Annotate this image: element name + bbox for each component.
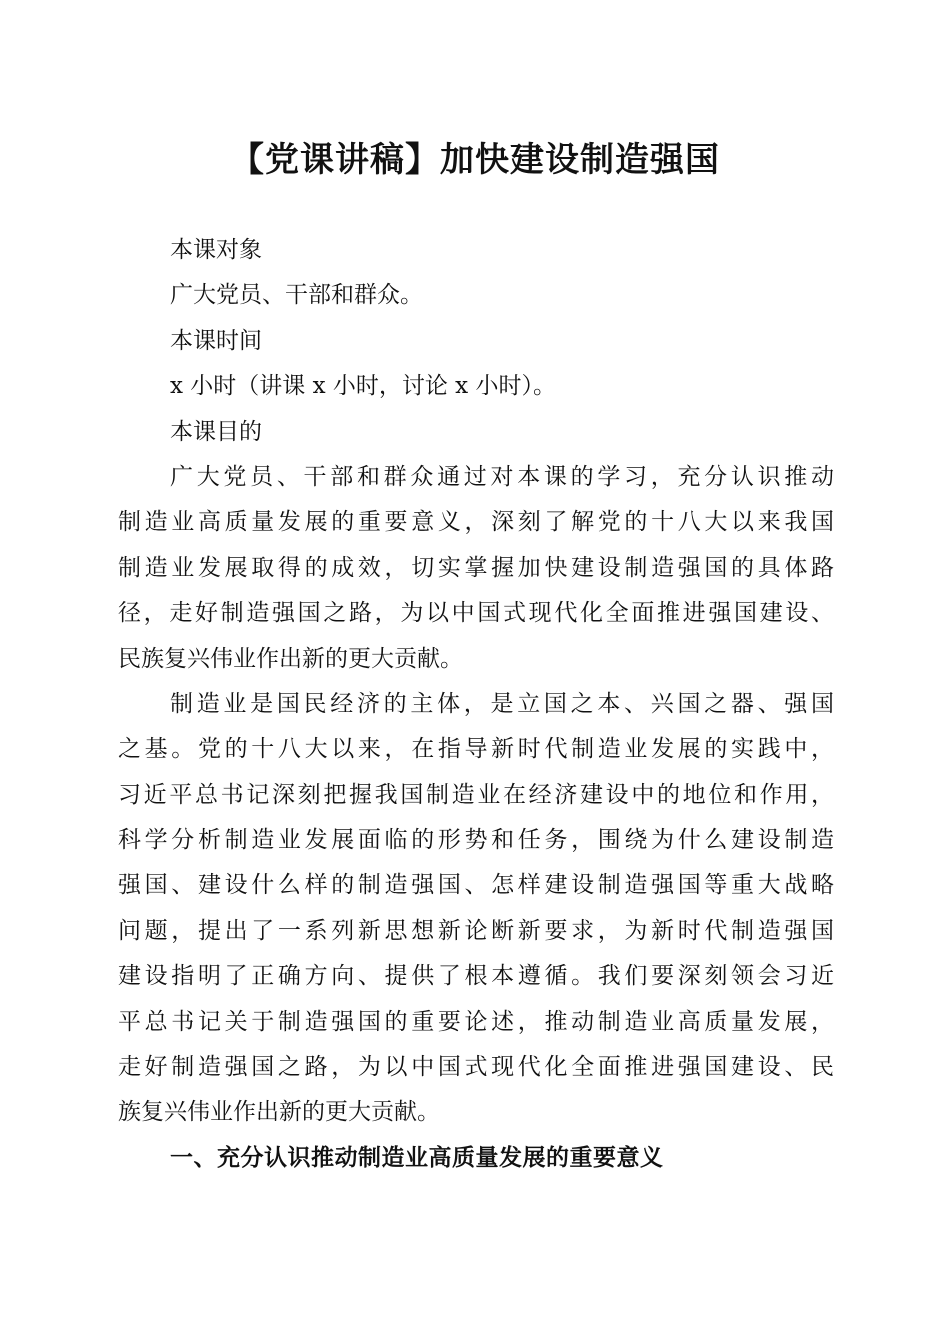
section-heading-1: 一、充分认识推动制造业高质量发展的重要意义 (170, 1144, 664, 1171)
intro-paragraph-line: 制造业是国民经济的主体，是立国之本、兴国之器、强国 (170, 690, 834, 717)
section-label-duration: 本课时间 (170, 327, 262, 354)
intro-paragraph-line: 习近平总书记深刻把握我国制造业在经济建设中的地位和作用， (118, 781, 834, 808)
document-title: 【党课讲稿】加快建设制造强国 (230, 140, 720, 180)
document-body (118, 228, 834, 1181)
duration-text: x 小时（讲课 x 小时，讨论 x 小时）。 (170, 373, 556, 400)
purpose-paragraph-line: 制造业发展取得的成效，切实掌握加快建设制造强国的具体路 (118, 554, 834, 581)
intro-paragraph-line: 平总书记关于制造强国的重要论述，推动制造业高质量发展， (118, 1008, 834, 1035)
purpose-paragraph-line: 径，走好制造强国之路，为以中国式现代化全面推进强国建设、 (118, 600, 834, 627)
intro-paragraph-line: 族复兴伟业作出新的更大贡献。 (118, 1099, 440, 1126)
intro-paragraph-line: 走好制造强国之路，为以中国式现代化全面推进强国建设、民 (118, 1054, 834, 1081)
intro-paragraph-line: 科学分析制造业发展面临的形势和任务，围绕为什么建设制造 (118, 827, 834, 854)
intro-paragraph-line: 强国、建设什么样的制造强国、怎样建设制造强国等重大战略 (118, 872, 834, 899)
audience-text: 广大党员、干部和群众。 (170, 282, 423, 309)
intro-paragraph-line: 之基。党的十八大以来，在指导新时代制造业发展的实践中， (118, 736, 834, 763)
purpose-paragraph-line: 广大党员、干部和群众通过对本课的学习，充分认识推动 (170, 463, 834, 490)
purpose-paragraph-line: 制造业高质量发展的重要意义，深刻了解党的十八大以来我国 (118, 509, 834, 536)
section-label-purpose: 本课目的 (170, 418, 262, 445)
intro-paragraph-line: 问题，提出了一系列新思想新论断新要求，为新时代制造强国 (118, 917, 834, 944)
section-label-audience: 本课对象 (170, 237, 262, 263)
intro-paragraph-line: 建设指明了正确方向、提供了根本遵循。我们要深刻领会习近 (118, 963, 834, 990)
purpose-paragraph-line: 民族复兴伟业作出新的更大贡献。 (118, 645, 463, 672)
